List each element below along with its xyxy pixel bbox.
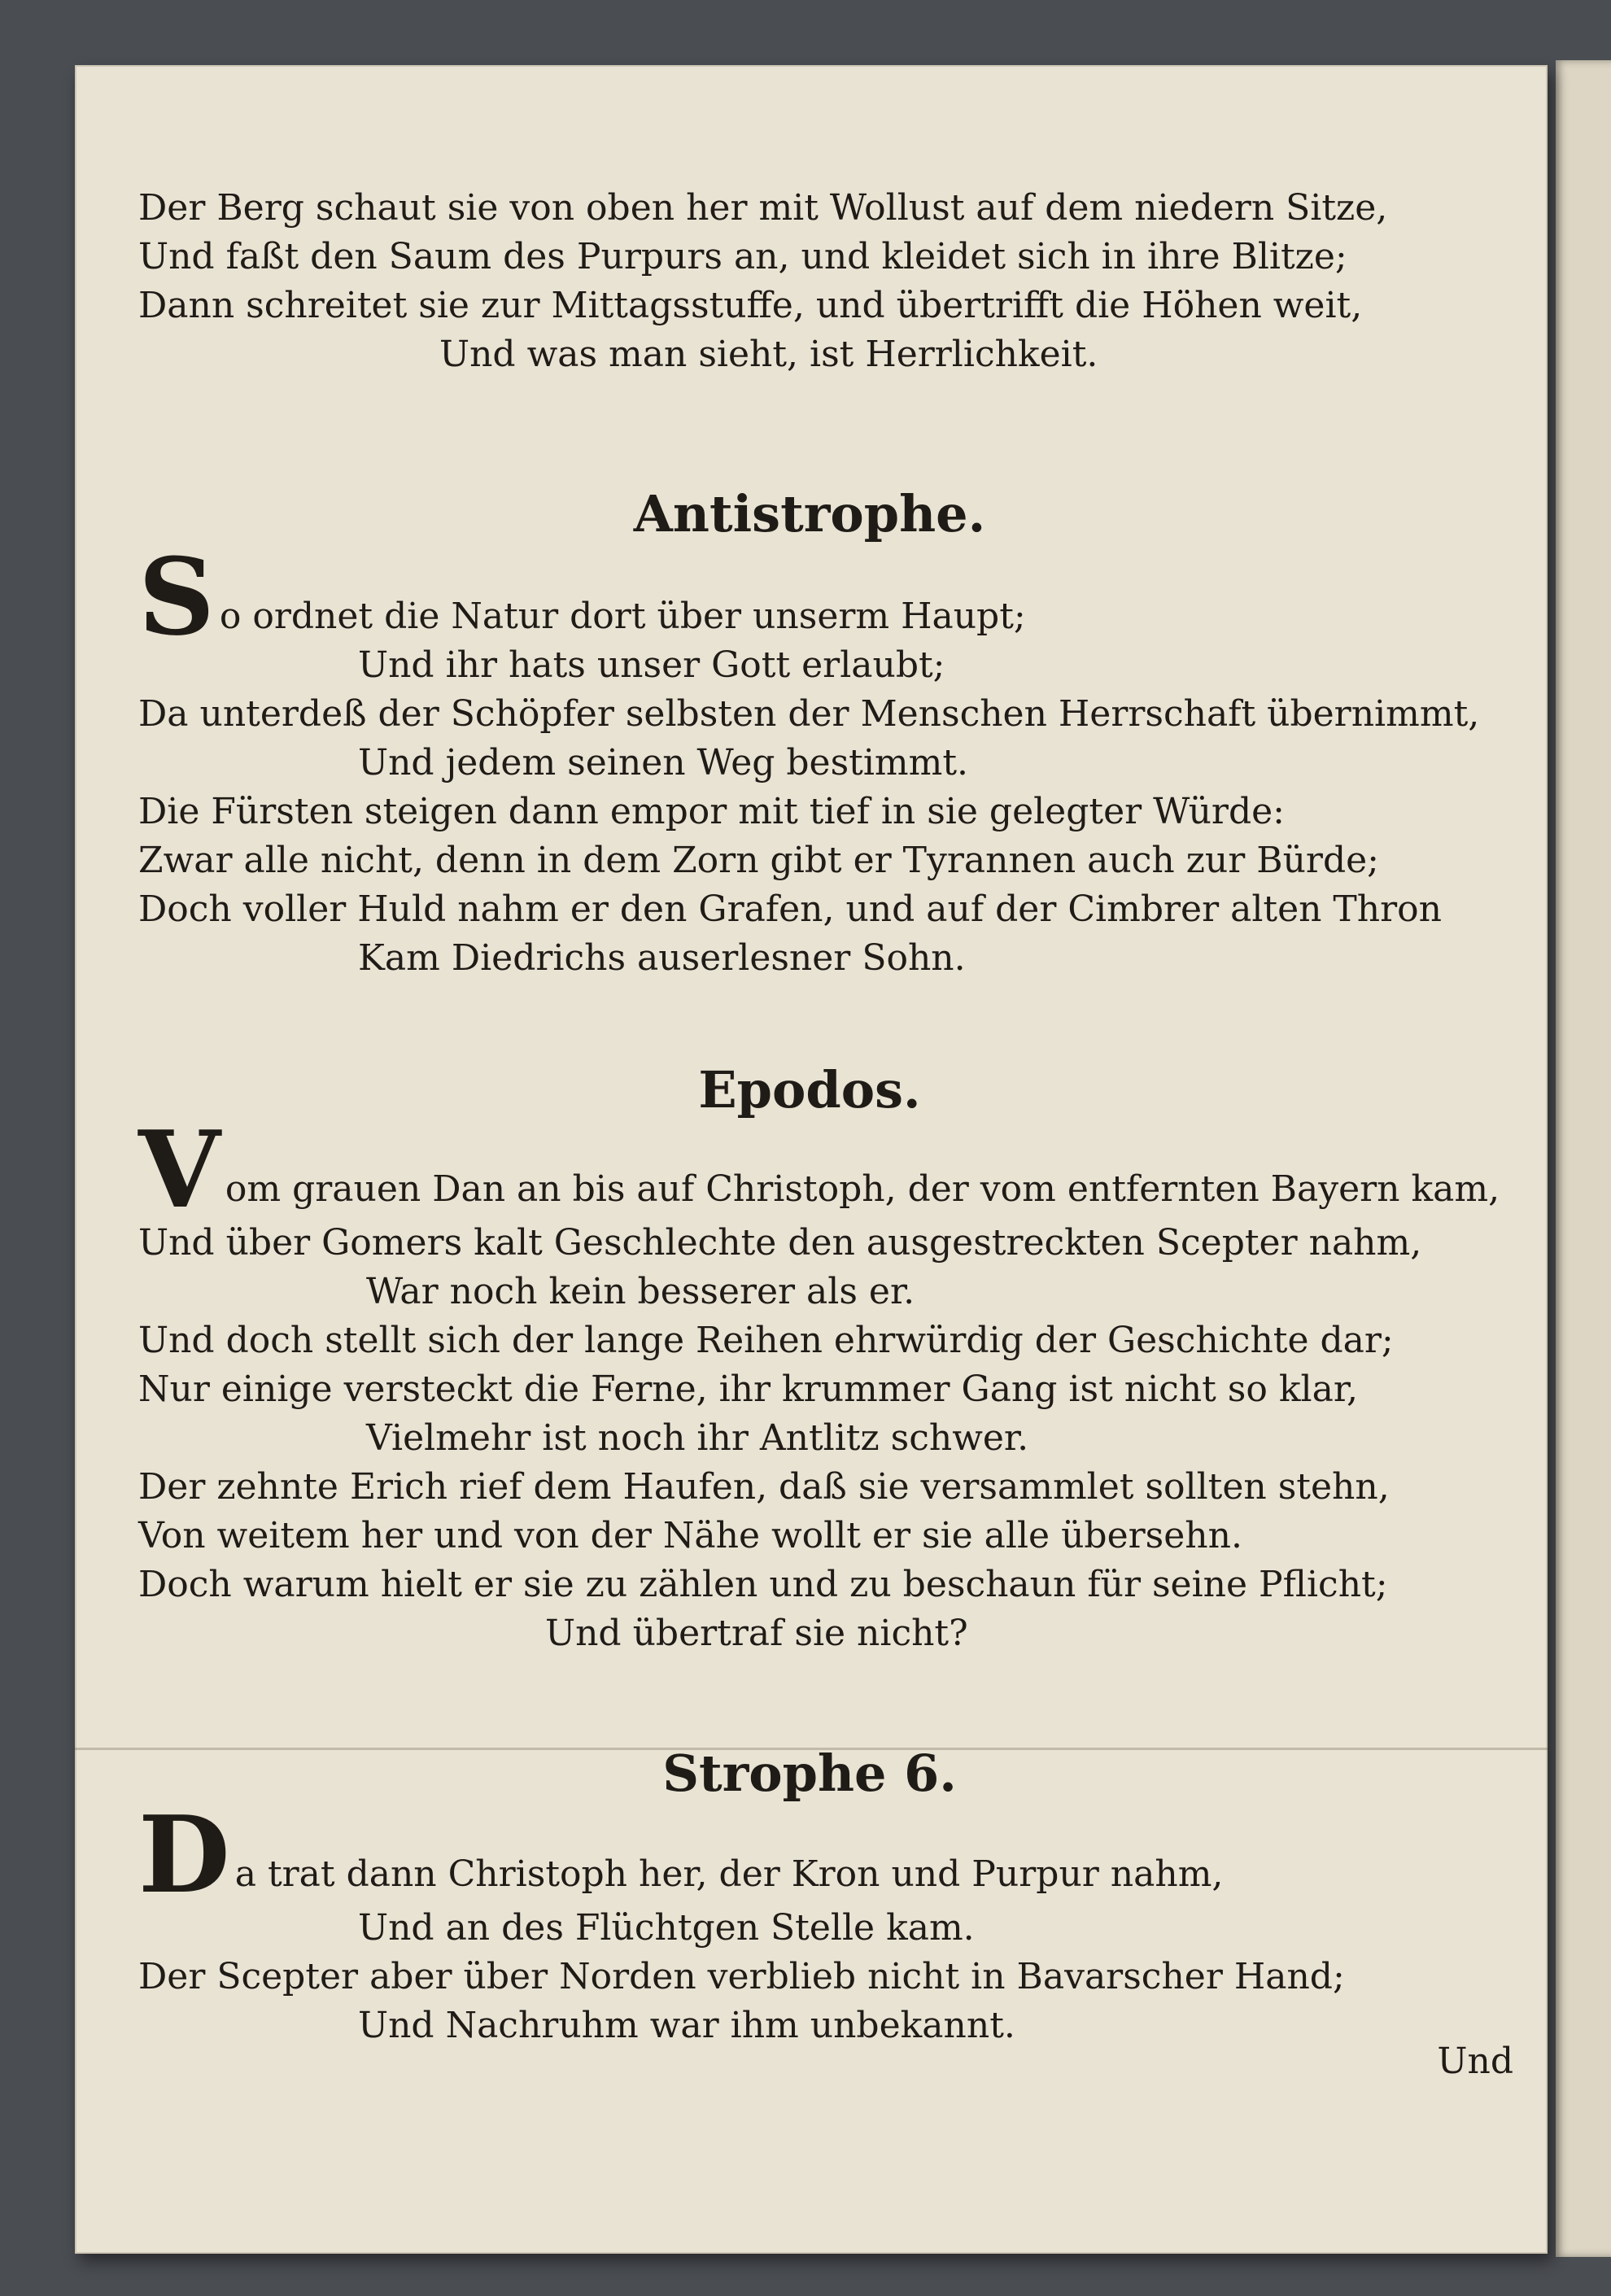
drop-capital: S — [138, 535, 215, 659]
strophe-6-section — [138, 1741, 1481, 2050]
verse-line: Der Berg schaut sie von oben her mit Wollust auf dem niedern Sitze, — [138, 187, 1388, 229]
verse-line: Nur einige versteckt die Ferne, ihr krummer Gang ist nicht so klar, — [138, 1368, 1359, 1410]
verse-line: Und faßt den Saum des Purpurs an, und kleidet sich in ihre Blitze; — [138, 236, 1347, 277]
verse-line: Zwar alle nicht, denn in dem Zorn gibt er Tyrannen auch zur Bürde; — [138, 840, 1379, 881]
verse-line: Und jedem seinen Weg bestimmt. — [358, 742, 969, 784]
verse-line: Die Fürsten steigen dann empor mit tief in sie gelegter Würde: — [138, 791, 1285, 832]
catchword: Und — [1437, 2041, 1513, 2082]
section-heading: Epodos. — [698, 1060, 921, 1120]
verse-line: Und was man sieht, ist Herrlichkeit. — [439, 334, 1098, 375]
drop-capital: V — [138, 1107, 220, 1232]
verse-line: Und Nachruhm war ihm unbekannt. — [358, 2005, 1015, 2046]
antistrophe-section — [138, 482, 1481, 983]
verse-line: Und übertraf sie nicht? — [545, 1613, 968, 1654]
verse-line: a trat dann Christoph her, der Kron und Purpur nahm, — [234, 1853, 1224, 1895]
verse-line: Doch voller Huld nahm er den Grafen, und auf der Cimbrer alten Thron — [138, 888, 1442, 930]
verse-line: Und über Gomers kalt Geschlechte den ausgestreckten Scepter nahm, — [138, 1222, 1422, 1264]
verse-line: Da unterdeß der Schöpfer selbsten der Menschen Herrschaft übernimmt, — [138, 693, 1480, 735]
verse-line: Doch warum hielt er sie zu zählen und zu beschaun für seine Pflicht; — [138, 1564, 1388, 1605]
verse-line: Und ihr hats unser Gott erlaubt; — [358, 644, 945, 686]
verse-line: War noch kein besserer als er. — [366, 1271, 915, 1312]
verse-line: Von weitem her und von der Nähe wollt er sie alle übersehn. — [138, 1515, 1242, 1556]
section-heading: Antistrophe. — [633, 484, 986, 543]
drop-capital: D — [138, 1792, 230, 1917]
verse-line: Kam Diedrichs auserlesner Sohn. — [358, 937, 966, 979]
stanza-end-block — [138, 184, 1481, 379]
verse-line: Der Scepter aber über Norden verblieb nicht in Bavarscher Hand; — [138, 1956, 1345, 1997]
epodos-section — [138, 1058, 1500, 1658]
verse-line: Und doch stellt sich der lange Reihen ehrwürdig der Geschichte dar; — [138, 1320, 1394, 1361]
verse-line: Dann schreitet sie zur Mittagsstuffe, und übertrifft die Höhen weit, — [138, 285, 1363, 326]
verse-line: o ordnet die Natur dort über unserm Haupt; — [219, 596, 1026, 637]
verse-line: Und an des Flüchtgen Stelle kam. — [358, 1907, 975, 1949]
verse-line: Vielmehr ist noch ihr Antlitz schwer. — [366, 1417, 1029, 1459]
adjacent-page-edge — [1556, 60, 1611, 2257]
verse-line: Der zehnte Erich rief dem Haufen, daß sie versammlet sollten stehn, — [138, 1466, 1390, 1508]
verse-line: om grauen Dan an bis auf Christoph, der vom entfernten Bayern kam, — [225, 1168, 1500, 1210]
section-heading: Strophe 6. — [662, 1744, 957, 1803]
